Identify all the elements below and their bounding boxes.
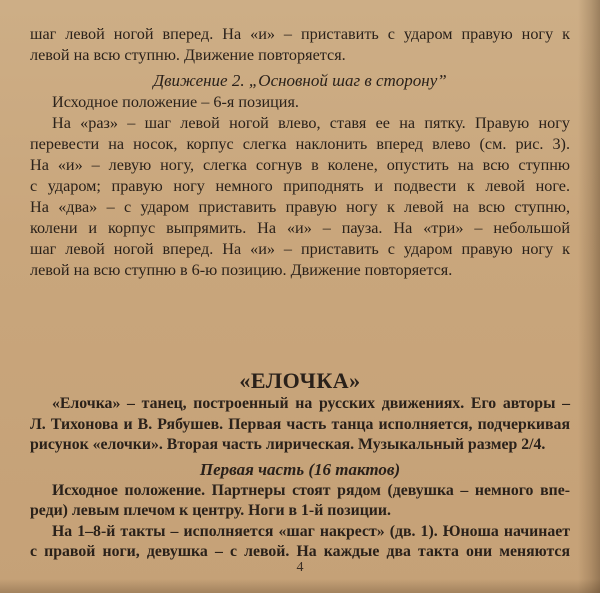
text-line: На «два» – с ударом приставить правую ногу к левой на всю ступню,: [30, 198, 570, 216]
section-movement-2: [30, 70, 570, 281]
text-line: с ударом; правую ногу немного приподнять и подвести к левой ноге.: [30, 177, 570, 195]
text-line: шаг левой ногой вперед. На «и» – приставить с ударом правую ногу к: [30, 25, 570, 43]
text-line: колени и корпус выпрямить. На «и» – пауза. На «три» – небольшой: [30, 219, 570, 237]
part-heading: Первая часть (16 тактов): [199, 459, 401, 479]
section-elochka: [30, 368, 570, 563]
text-line: Л. Тихонова и В. Рябушев. Первая часть танца исполняется, подчеркивая: [30, 415, 570, 433]
text-line: «Елочка» – танец, построенный на русских движениях. Его авторы –: [52, 395, 570, 412]
page-bottom-shadow: [0, 579, 600, 593]
text-line: Исходное положение – 6-я позиция.: [52, 93, 299, 111]
text-line: перевести на носок, корпус слегка наклонить вперед влево (см. рис. 3).: [30, 135, 570, 153]
text-line: На 1–8-й такты – исполняется «шаг накрест» (дв. 1). Юноша начинает: [52, 522, 570, 540]
dance-title: «ЕЛОЧКА»: [239, 368, 361, 393]
page-number: 4: [296, 560, 304, 575]
text-line: с правой ноги, девушка – с левой. На каждые два такта они меняются: [30, 543, 570, 560]
text-line: левой на всю ступню в 6-ю позицию. Движение повторяется.: [30, 261, 453, 279]
section-continuation: [30, 24, 570, 66]
text-line: Исходное положение. Партнеры стоят рядом (девушка – немного впе-: [52, 481, 570, 499]
text-line: шаг левой ногой вперед. На «и» – приставить с ударом правую ногу к: [30, 240, 570, 258]
text-line: реди) левым плечом к центру. Ноги в 1-й позиции.: [30, 502, 391, 519]
book-spine-shadow: [578, 0, 600, 593]
text-line: рисунок «елочки». Вторая часть лирическая. Музыкальный размер 2/4.: [30, 436, 546, 453]
text-line: На «раз» – шаг левой ногой влево, ставя ее на пятку. Правую ногу: [52, 114, 570, 132]
text-line: левой на всю ступню. Движение повторяется.: [30, 46, 346, 64]
text-line: На «и» – левую ногу, слегка согнув в колене, опустить на всю ступню: [30, 156, 570, 174]
movement-heading: Движение 2. „Основной шаг в сторону”: [153, 71, 447, 90]
